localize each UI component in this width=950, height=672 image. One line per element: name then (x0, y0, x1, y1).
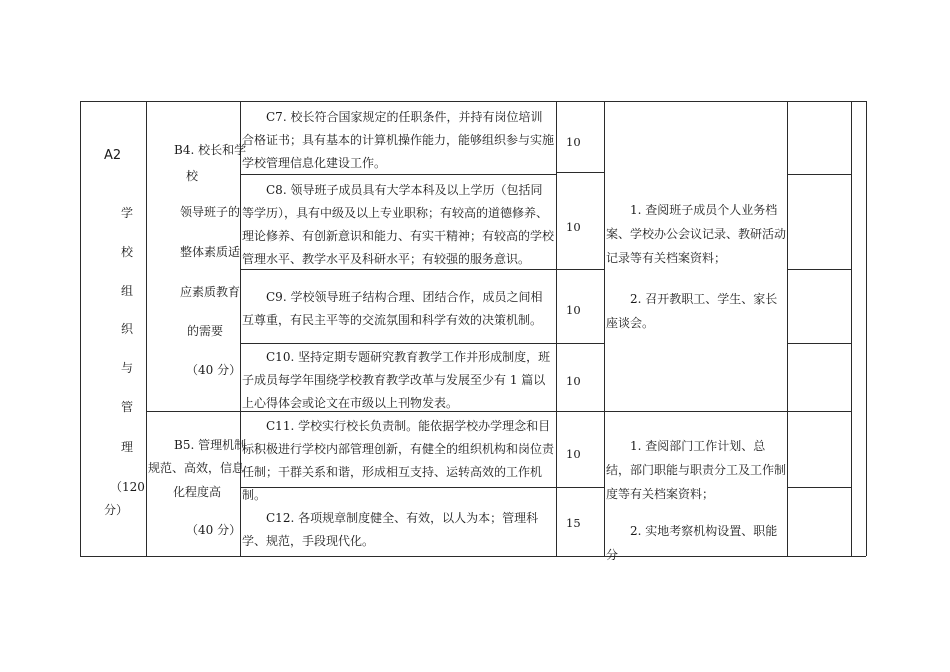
b4-line: 领导班子的 (180, 205, 241, 219)
a2-char: 校 (120, 245, 133, 259)
a2-code: A2 (104, 148, 122, 163)
b5-line: 规范、高效，信息 (148, 461, 245, 475)
b4-line: 校 (186, 169, 199, 183)
a2-char: 理 (120, 440, 133, 454)
a2-char: 织 (120, 322, 133, 336)
b5-line: B5. 管理机制 (174, 438, 247, 452)
b4-line: 整体素质适 (180, 245, 241, 259)
score-c12: 15 (566, 516, 581, 530)
method-group1-item2: 2. 召开教职工、学生、家长座谈会。 (606, 292, 778, 330)
b4-line: 的需要 (187, 324, 224, 338)
method-sep (604, 411, 787, 412)
criterion-c9: C9. 学校领导班子结构合理、团结合作，成员之间相互尊重，有民主平等的交流氛围和科学有效的决策机制。 (242, 290, 543, 327)
a2-char: 学 (120, 206, 133, 220)
b5-score: （40 分） (186, 523, 242, 537)
col-line-a (80, 101, 81, 556)
criterion-c7: C7. 校长符合国家规定的任职条件，并持有岗位培训合格证书；具有基本的计算机操作能力，能够组织参与实施学校管理信息化建设工作。 (242, 110, 555, 170)
b5-line: 化程度高 (173, 485, 222, 499)
a2-char: 与 (120, 361, 133, 375)
right-sep-1 (787, 174, 851, 175)
a2-char: 管 (120, 400, 133, 414)
method-group1-item1: 1. 查阅班子成员个人业务档案、学校办公会议记录、教研活动记录等有关档案资料； (606, 203, 787, 265)
criterion-c12: C12. 各项规章制度健全、有效，以人为本；管理科学、规范，手段现代化。 (242, 511, 539, 548)
c-row-sep-3 (240, 343, 604, 344)
method-group2-item2: 2. 实地考察机构设置、职能分 (606, 524, 778, 562)
col-line-e (851, 101, 852, 556)
b4-score: （40 分） (186, 363, 242, 377)
table-top-border (80, 101, 866, 102)
score-sep-1 (556, 172, 604, 173)
criterion-c10: C10. 坚持定期专题研究教育教学工作并形成制度，班子成员每学年围绕学校教育教学改革与发展至少有 1 篇以上心得体会或论文在市级以上刊物发表。 (242, 350, 551, 410)
b4-line: B4. 校长和学 (174, 143, 247, 157)
right-sep-3 (787, 343, 851, 344)
method-group2-item1: 1. 查阅部门工作计划、总结，部门职能与职责分工及工作制度等有关档案资料； (606, 439, 787, 501)
b4-line: 应素质教育 (180, 285, 241, 299)
a2-score-open: （120 (110, 480, 145, 494)
criterion-c11: C11. 学校实行校长负责制。能依据学校办学理念和目标积极进行学校内部管理创新，有健全的组织机构和岗位责任制；干群关系和谐，形成相互支持、运转高效的工作机制。 (242, 419, 555, 502)
col-line-f (866, 101, 867, 556)
right-sep-4 (787, 411, 851, 412)
score-c8: 10 (566, 220, 581, 234)
right-sep-5 (787, 487, 851, 488)
score-c7: 10 (566, 135, 581, 149)
a2-char: 组 (120, 284, 133, 298)
col-line-method (604, 101, 605, 556)
score-c11: 10 (566, 447, 581, 461)
score-c9: 10 (566, 303, 581, 317)
right-sep-2 (787, 269, 851, 270)
score-c10: 10 (566, 374, 581, 388)
criterion-c8: C8. 领导班子成员具有大学本科及以上学历（包括同等学历），具有中级及以上专业职称；有较高的道德修养、理论修养、有创新意识和能力、有实干精神；有较高的学校管理水平、教学水平及科研水平；有较强的服务意识。 (242, 183, 555, 266)
a2-score-close: 分） (104, 503, 129, 517)
